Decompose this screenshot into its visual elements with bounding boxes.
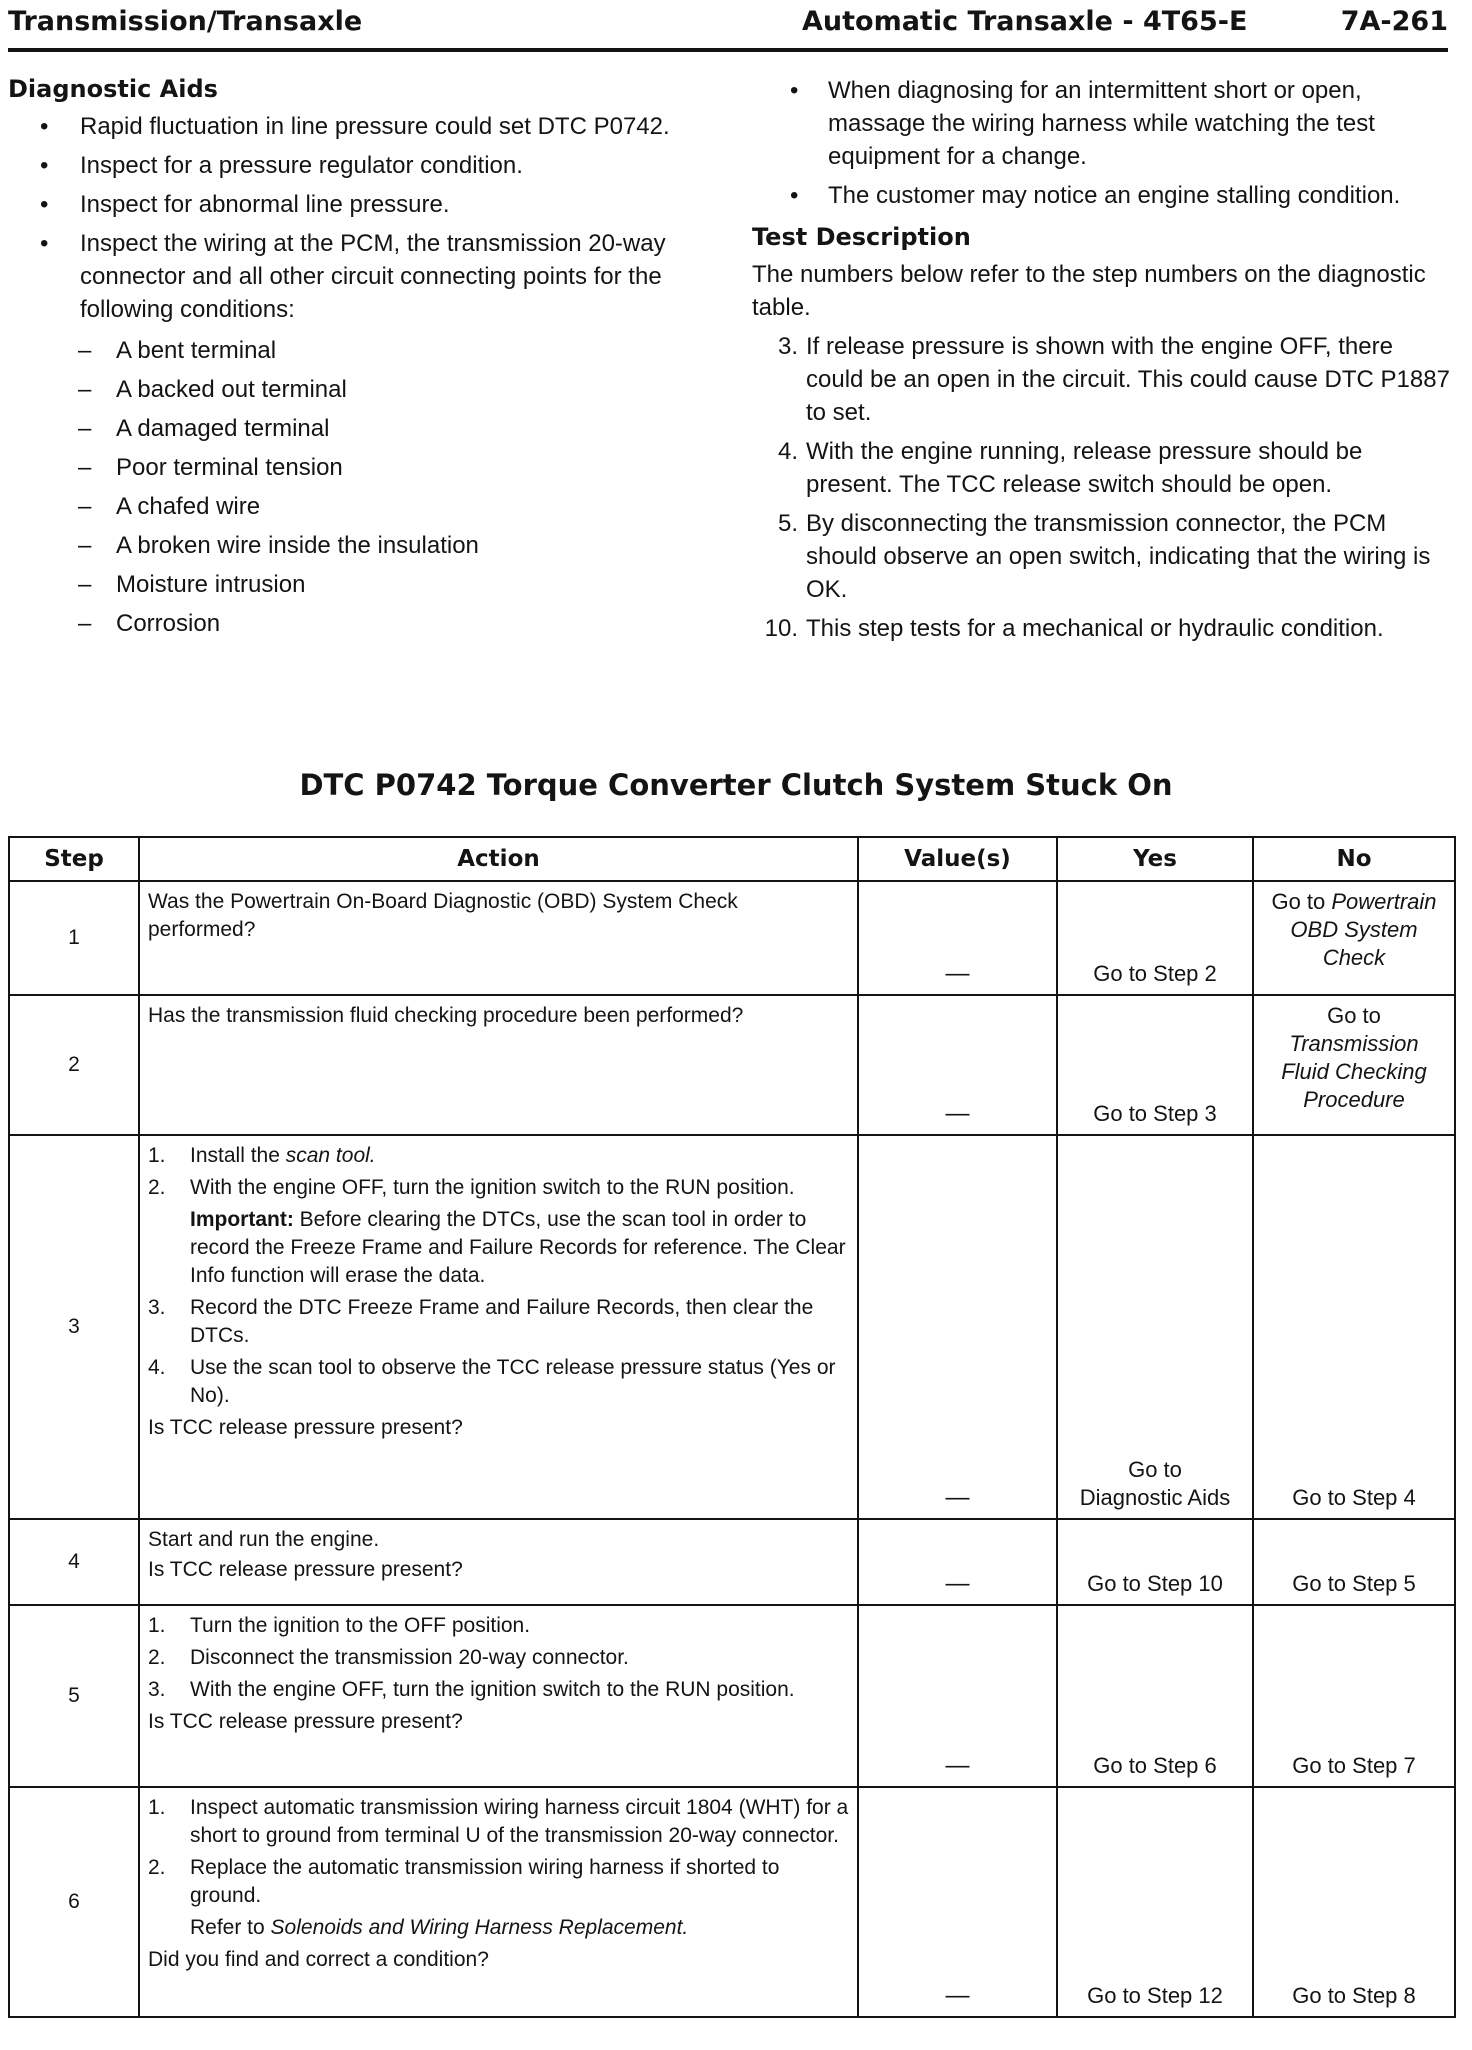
action-step — [148, 1174, 849, 1202]
list-item: • Rapid fluctuation in line pressure could set DTC P0742. — [8, 110, 688, 143]
action-cell — [139, 1519, 858, 1605]
refer-note — [148, 1914, 849, 1942]
table-row — [9, 1135, 1455, 1519]
action-cell — [139, 995, 858, 1135]
action-cell — [139, 1787, 858, 2017]
step-number: 4 — [9, 1519, 139, 1605]
condition-item: – A chafed wire — [76, 490, 688, 523]
action-cell — [139, 881, 858, 995]
action-step-text: With the engine OFF, turn the ignition switch to the RUN position. — [190, 1176, 795, 1199]
step-number: 3 — [9, 1135, 139, 1519]
diagnostic-table — [8, 836, 1456, 2018]
condition-item: – A damaged terminal — [76, 412, 688, 445]
diagnostic-aids-title: Diagnostic Aids — [8, 75, 218, 103]
page-header — [8, 6, 1448, 44]
yes-cell: Go to Step 12 — [1057, 1787, 1253, 2017]
column-header-values: Value(s) — [858, 837, 1057, 881]
action-step — [148, 1854, 849, 1910]
table-title: DTC P0742 Torque Converter Clutch System Stuck On — [299, 768, 1173, 802]
no-cell: Go to Step 4 — [1253, 1135, 1455, 1519]
action-step — [148, 1354, 849, 1410]
yes-line-2: Diagnostic Aids — [1079, 1485, 1231, 1510]
test-description-title: Test Description — [752, 223, 971, 251]
action-step-number: 1. — [148, 1796, 166, 1819]
no-reference-line-2: Fluid Checking Procedure — [1281, 1059, 1427, 1112]
table-row — [9, 881, 1455, 995]
table-row — [9, 1605, 1455, 1787]
action-step-text: Turn the ignition to the OFF position. — [190, 1614, 531, 1637]
step-number: 2 — [9, 995, 139, 1135]
value-cell: — — [858, 995, 1057, 1135]
action-step-text: Disconnect the transmission 20-way connector. — [190, 1646, 629, 1669]
action-step — [148, 1676, 849, 1704]
step-number: 5 — [9, 1605, 139, 1787]
action-steps — [148, 1612, 849, 1704]
yes-cell: Go to Step 3 — [1057, 995, 1253, 1135]
action-step-number: 3. — [148, 1296, 166, 1319]
list-item — [752, 507, 1452, 606]
action-step — [148, 1644, 849, 1672]
action-step-text: Inspect automatic transmission wiring harness circuit 1804 (WHT) for a short to ground from terminal U of the transmission 20-way connector. — [190, 1796, 849, 1847]
action-step-number: 2. — [148, 1856, 166, 1879]
item-text: If release pressure is shown with the engine OFF, there could be an open in the circuit. This could cause DTC P1887 to set. — [806, 333, 1450, 426]
page-number: 7A-261 — [1340, 6, 1448, 37]
no-cell — [1253, 995, 1455, 1135]
table-header-row — [9, 837, 1455, 881]
action-steps — [148, 1142, 849, 1202]
action-step-number: 2. — [148, 1646, 166, 1669]
diagnostic-aids-list-continued — [752, 74, 1452, 212]
yes-cell: Go to Step 10 — [1057, 1519, 1253, 1605]
table-row — [9, 1519, 1455, 1605]
action-step-number: 1. — [148, 1144, 166, 1167]
test-description-intro: The numbers below refer to the step numbers on the diagnostic table. — [752, 261, 1426, 321]
condition-item: – A broken wire inside the insulation — [76, 529, 688, 562]
no-cell: Go to Step 7 — [1253, 1605, 1455, 1787]
yes-line-1: Go to — [1128, 1457, 1182, 1482]
item-number: 3. — [777, 333, 798, 360]
refer-reference: Solenoids and Wiring Harness Replacement. — [270, 1916, 689, 1939]
action-step-text: With the engine OFF, turn the ignition switch to the RUN position. — [190, 1678, 795, 1701]
action-question: Is TCC release pressure present? — [148, 1558, 463, 1581]
header-rule — [8, 48, 1448, 52]
action-cell — [139, 1605, 858, 1787]
condition-item: – Corrosion — [76, 607, 688, 640]
item-text: With the engine running, release pressure should be present. The TCC release switch should be open. — [806, 438, 1363, 498]
list-item — [752, 612, 1452, 645]
important-note — [148, 1206, 849, 1290]
action-step-emphasis: scan tool. — [285, 1144, 376, 1167]
action-step-text: Use the scan tool to observe the TCC release pressure status (Yes or No). — [190, 1356, 836, 1407]
important-label: Important: — [190, 1208, 294, 1231]
item-number: 10. — [764, 615, 798, 642]
action-steps — [148, 1294, 849, 1410]
no-reference: Powertrain OBD System Check — [1290, 889, 1437, 970]
item-number: 5. — [777, 510, 798, 537]
no-reference-line-1: Transmission — [1289, 1031, 1419, 1056]
condition-item: – A backed out terminal — [76, 373, 688, 406]
list-item: • Inspect for a pressure regulator condition. — [8, 149, 688, 182]
action-line: Start and run the engine. — [148, 1528, 380, 1551]
action-question: Was the Powertrain On-Board Diagnostic (OBD) System Check performed? — [148, 890, 738, 941]
diagnostic-aids-list — [8, 110, 688, 640]
action-question: Is TCC release pressure present? — [148, 1710, 463, 1733]
condition-item: – A bent terminal — [76, 334, 688, 367]
action-step-text: Install the — [190, 1144, 286, 1167]
yes-cell: Go to Step 6 — [1057, 1605, 1253, 1787]
list-item: • The customer may notice an engine stalling condition. — [752, 179, 1452, 212]
column-header-no: No — [1253, 837, 1455, 881]
value-cell: — — [858, 1787, 1057, 2017]
header-section: Automatic Transaxle - 4T65-E — [802, 6, 1248, 37]
column-header-action: Action — [139, 837, 858, 881]
list-item — [752, 330, 1452, 429]
test-description-list — [752, 330, 1452, 645]
action-question: Did you find and correct a condition? — [148, 1948, 489, 1971]
list-item: • When diagnosing for an intermittent short or open, massage the wiring harness while watching the test equipment for a change. — [752, 74, 1452, 173]
value-cell: — — [858, 1519, 1057, 1605]
action-step-number: 1. — [148, 1614, 166, 1637]
list-item: • Inspect for abnormal line pressure. — [8, 188, 688, 221]
action-question: Is TCC release pressure present? — [148, 1416, 463, 1439]
right-column — [752, 74, 1452, 651]
action-step — [148, 1794, 849, 1850]
no-cell — [1253, 881, 1455, 995]
value-cell: — — [858, 881, 1057, 995]
action-question: Has the transmission fluid checking procedure been performed? — [148, 1004, 744, 1027]
refer-text: Refer to — [190, 1916, 271, 1939]
list-item — [752, 435, 1452, 501]
table-row — [9, 1787, 1455, 2017]
item-number: 4. — [777, 438, 798, 465]
value-cell: — — [858, 1135, 1057, 1519]
item-text: By disconnecting the transmission connector, the PCM should observe an open switch, indicating that the wiring is OK. — [806, 510, 1431, 603]
header-chapter: Transmission/Transaxle — [8, 6, 363, 37]
action-step-text: Record the DTC Freeze Frame and Failure Records, then clear the DTCs. — [190, 1296, 814, 1347]
action-cell — [139, 1135, 858, 1519]
condition-item: – Poor terminal tension — [76, 451, 688, 484]
list-item — [8, 227, 688, 640]
yes-cell: Go to Step 2 — [1057, 881, 1253, 995]
value-cell: — — [858, 1605, 1057, 1787]
diagnostic-aids-column — [8, 74, 688, 646]
list-item-text: Inspect the wiring at the PCM, the transmission 20-way connector and all other circuit connecting points for the following conditions: — [80, 230, 666, 323]
action-step-number: 4. — [148, 1356, 166, 1379]
action-step-number: 3. — [148, 1678, 166, 1701]
table-row — [9, 995, 1455, 1135]
action-step — [148, 1142, 849, 1170]
condition-item: – Moisture intrusion — [76, 568, 688, 601]
action-steps — [148, 1794, 849, 1910]
no-prefix: Go to — [1327, 1003, 1381, 1028]
action-step — [148, 1294, 849, 1350]
no-prefix: Go to — [1271, 889, 1332, 914]
no-cell: Go to Step 5 — [1253, 1519, 1455, 1605]
action-step — [148, 1612, 849, 1640]
action-step-number: 2. — [148, 1176, 166, 1199]
no-cell: Go to Step 8 — [1253, 1787, 1455, 2017]
step-number: 6 — [9, 1787, 139, 2017]
important-text: Before clearing the DTCs, use the scan tool in order to record the Freeze Frame and Failure Records for reference. The Clear Info function will erase the data. — [190, 1208, 846, 1287]
column-header-yes: Yes — [1057, 837, 1253, 881]
column-header-step: Step — [9, 837, 139, 881]
yes-cell — [1057, 1135, 1253, 1519]
action-step-text: Replace the automatic transmission wiring harness if shorted to ground. — [190, 1856, 780, 1907]
item-text: This step tests for a mechanical or hydraulic condition. — [806, 615, 1384, 642]
step-number: 1 — [9, 881, 139, 995]
conditions-list — [80, 334, 688, 640]
